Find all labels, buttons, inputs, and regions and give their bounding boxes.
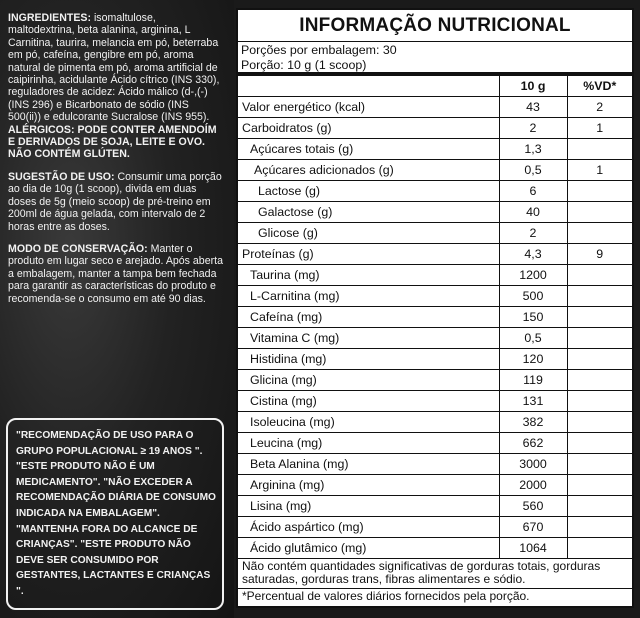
nutrient-name: Carboidratos (g) xyxy=(238,117,499,138)
header-nutrient xyxy=(238,76,499,96)
nutrient-amount: 2 xyxy=(499,222,567,243)
table-row xyxy=(238,306,632,327)
nutrient-dv xyxy=(567,201,632,222)
table-row xyxy=(238,159,632,180)
table-row xyxy=(238,390,632,411)
nutrient-dv xyxy=(567,348,632,369)
table-row xyxy=(238,537,632,558)
nutrient-name: L-Carnitina (mg) xyxy=(238,285,499,306)
table-row xyxy=(238,474,632,495)
storage-text: Manter o produto em lugar seco e arejado. Após aberta a embalagem, manter a tampa bem fechada para garantir as características do produto e recomenda-se o consumo em até 90 dias. xyxy=(8,242,223,305)
table-row xyxy=(238,327,632,348)
nutrient-amount: 1064 xyxy=(499,537,567,558)
table-row xyxy=(238,495,632,516)
usage-label: SUGESTÃO DE USO: xyxy=(8,170,115,183)
nutrient-name: Cafeína (mg) xyxy=(238,306,499,327)
table-row xyxy=(238,453,632,474)
usage-section xyxy=(8,171,224,233)
nutrient-name: Açúcares totais (g) xyxy=(238,138,499,159)
header-amount: 10 g xyxy=(499,76,567,96)
nutrient-name: Glicina (mg) xyxy=(238,369,499,390)
nutrient-name: Lactose (g) xyxy=(238,180,499,201)
ingredients-section xyxy=(8,12,224,161)
table-row xyxy=(238,285,632,306)
nutrient-dv xyxy=(567,516,632,537)
table-row xyxy=(238,201,632,222)
nutrient-name: Vitamina C (mg) xyxy=(238,327,499,348)
recommendation-box: "RECOMENDAÇÃO DE USO PARA O GRUPO POPULACIONAL ≥ 19 ANOS ". "ESTE PRODUTO NÃO É UM MEDICAMENTO". "NÃO EXCEDER A RECOMENDAÇÃO DIÁRIA DE CONSUMO INDICADA NA EMBALAGEM". "MANTENHA FORA DO ALCANCE DE CRIANÇAS". "ESTE PRODUTO NÃO DEVE SER CONSUMIDO POR GESTANTES, LACTANTES E CRIANÇAS ". xyxy=(6,418,224,610)
table-row xyxy=(238,180,632,201)
nutrient-name: Ácido aspártico (mg) xyxy=(238,516,499,537)
footnote-not-significant: Não contém quantidades significativas de gorduras totais, gorduras saturadas, gorduras trans, fibras alimentares e sódio. xyxy=(238,559,632,589)
storage-section xyxy=(8,243,224,305)
nutrient-amount: 131 xyxy=(499,390,567,411)
table-header-row xyxy=(238,76,632,96)
nutrient-dv: 1 xyxy=(567,159,632,180)
nutrient-amount: 4,3 xyxy=(499,243,567,264)
nutrient-amount: 1,3 xyxy=(499,138,567,159)
nutrient-dv: 1 xyxy=(567,117,632,138)
table-row xyxy=(238,264,632,285)
nutrient-name: Lisina (mg) xyxy=(238,495,499,516)
nutrient-amount: 119 xyxy=(499,369,567,390)
table-row xyxy=(238,243,632,264)
nutrient-name: Beta Alanina (mg) xyxy=(238,453,499,474)
serving-info xyxy=(238,42,632,76)
nutrient-dv xyxy=(567,369,632,390)
nutrient-dv xyxy=(567,222,632,243)
nutrient-name: Ácido glutâmico (mg) xyxy=(238,537,499,558)
servings-per-package: Porções por embalagem: 30 xyxy=(241,43,397,57)
nutrient-dv xyxy=(567,537,632,558)
nutrient-amount: 0,5 xyxy=(499,327,567,348)
nutrient-name: Cistina (mg) xyxy=(238,390,499,411)
table-row xyxy=(238,516,632,537)
nutrient-name: Valor energético (kcal) xyxy=(238,96,499,117)
nutrient-dv: 2 xyxy=(567,96,632,117)
nutrient-name: Glicose (g) xyxy=(238,222,499,243)
nutrient-amount: 560 xyxy=(499,495,567,516)
serving-size: Porção: 10 g (1 scoop) xyxy=(241,58,367,72)
footnote-dv: *Percentual de valores diários fornecidos pela porção. xyxy=(242,588,530,603)
table-row xyxy=(238,432,632,453)
nutrient-dv: 9 xyxy=(567,243,632,264)
nutrient-amount: 662 xyxy=(499,432,567,453)
usage-text: Consumir uma porção ao dia de 10g (1 scoop), divida em duas doses de 5g (meio scoop) de pré-treino em 200ml de água gelada, com intervalo de 2 horas entre as doses. xyxy=(8,170,222,233)
nutrient-name: Galactose (g) xyxy=(238,201,499,222)
ingredients-text: isomaltulose, maltodextrina, beta alanina, arginina, L Carnitina, taurira, melancia em pó, beterraba em pó, cafeína, gengibre em pó, aroma natural de pimenta em pó, aroma artificial de caipirinha, acidulante Ácido cítrico (INS 330), reguladores de acidez: Ácido málico (d-,(-) (INS 296) e Bicarbonato de sódio (INS 500(ii)) e edulcorante Sucralose (INS 955). xyxy=(8,12,220,124)
nutrient-dv xyxy=(567,432,632,453)
nutrient-name: Arginina (mg) xyxy=(238,474,499,495)
nutrient-dv xyxy=(567,327,632,348)
nutrient-amount: 382 xyxy=(499,411,567,432)
nutrient-amount: 6 xyxy=(499,180,567,201)
nutrient-amount: 3000 xyxy=(499,453,567,474)
nutrient-dv xyxy=(567,180,632,201)
nutrient-dv xyxy=(567,285,632,306)
table-row xyxy=(238,117,632,138)
nutrient-dv xyxy=(567,453,632,474)
nutrient-dv xyxy=(567,306,632,327)
table-row xyxy=(238,222,632,243)
nutrient-amount: 1200 xyxy=(499,264,567,285)
nutrient-dv xyxy=(567,495,632,516)
nutrition-table xyxy=(238,76,632,559)
ingredients-label: INGREDIENTES: xyxy=(8,12,91,24)
table-row xyxy=(238,138,632,159)
nutrient-amount: 0,5 xyxy=(499,159,567,180)
nutrient-amount: 2000 xyxy=(499,474,567,495)
table-row xyxy=(238,369,632,390)
nutrient-amount: 40 xyxy=(499,201,567,222)
nutrient-dv xyxy=(567,474,632,495)
nutrient-amount: 43 xyxy=(499,96,567,117)
nutrition-facts-panel xyxy=(236,8,634,608)
nutrient-name: Proteínas (g) xyxy=(238,243,499,264)
nutrient-name: Isoleucina (mg) xyxy=(238,411,499,432)
nutrient-dv xyxy=(567,138,632,159)
nutrient-dv xyxy=(567,411,632,432)
nutrient-dv xyxy=(567,390,632,411)
nutrient-amount: 120 xyxy=(499,348,567,369)
table-row xyxy=(238,348,632,369)
panel-title: INFORMAÇÃO NUTRICIONAL xyxy=(238,10,632,42)
nutrient-name: Taurina (mg) xyxy=(238,264,499,285)
nutrient-amount: 670 xyxy=(499,516,567,537)
nutrient-amount: 2 xyxy=(499,117,567,138)
nutrient-name: Leucina (mg) xyxy=(238,432,499,453)
nutrient-dv xyxy=(567,264,632,285)
nutrient-amount: 150 xyxy=(499,306,567,327)
nutrient-name: Histidina (mg) xyxy=(238,348,499,369)
nutrient-name: Açúcares adicionados (g) xyxy=(238,159,499,180)
allergens-text: ALÉRGICOS: PODE CONTER AMENDOÍM E DERIVADOS DE SOJA, LEITE E OVO. NÃO CONTÉM GLÚTEN. xyxy=(8,123,217,161)
header-dv: %VD* xyxy=(567,76,632,96)
storage-label: MODO DE CONSERVAÇÃO: xyxy=(8,242,148,255)
table-row xyxy=(238,411,632,432)
table-row xyxy=(238,96,632,117)
nutrient-amount: 500 xyxy=(499,285,567,306)
